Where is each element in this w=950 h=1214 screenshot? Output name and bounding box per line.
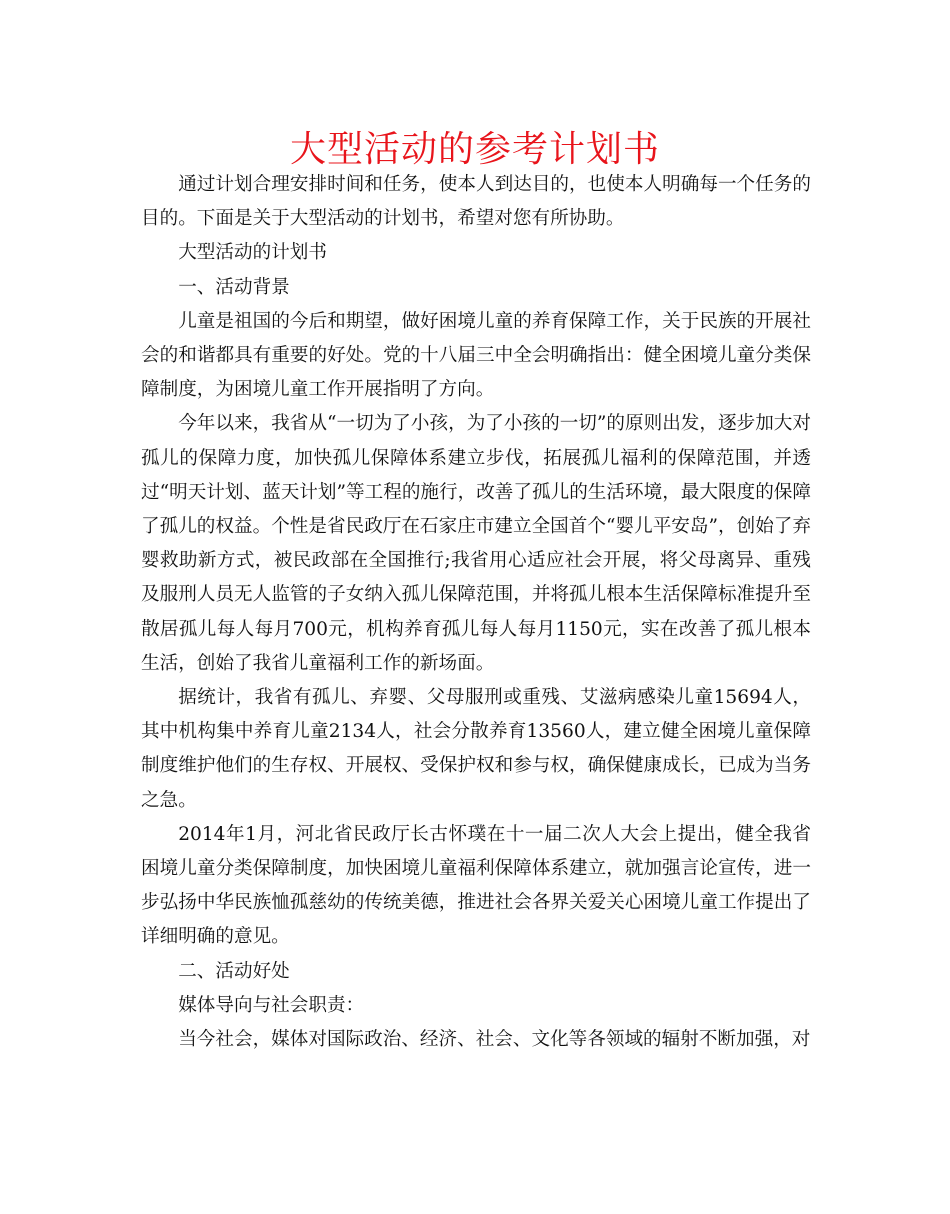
section-heading-benefits: 二、活动好处 xyxy=(178,960,290,982)
paragraph: 据统计，我省有孤儿、弃婴、父母服刑或重残、艾滋病感染儿童15694人，其中机构集中养育儿童2134人，社会分散养育13560人，建立健全困境儿童保障制度维护他们的生存权、开展权、受保护权和参与权，确保健康成长，已成为当务之急。 xyxy=(141,687,811,811)
paragraph: 儿童是祖国的今后和期望，做好困境儿童的养育保障工作，关于民族的开展社会的和谐都具有重要的好处。党的十八届三中全会明确指出：健全困境儿童分类保障制度，为困境儿童工作开展指明了方向。 xyxy=(141,310,811,401)
paragraph: 今年以来，我省从“一切为了小孩，为了小孩的一切”的原则出发，逐步加大对孤儿的保障力度，加快孤儿保障体系建立步伐，拓展孤儿福利的保障范围，并透过“明天计划、蓝天计划”等工程的施行，改善了孤儿的生活环境，最大限度的保障了孤儿的权益。个性是省民政厅在石家庄市建立全国首个“婴儿平安岛”，创始了弃婴救助新方式，被民政部在全国推行;我省用心适应社会开展，将父母离异、重残及服刑人员无人监管的子女纳入孤儿保障范围，并将孤儿根本生活保障标准提升至散居孤儿每人每月700元，机构养育孤儿每人每月1150元，实在改善了孤儿根本生活，创始了我省儿童福利工作的新场面。 xyxy=(141,413,811,674)
paragraph-subtitle: 大型活动的计划书 xyxy=(178,242,327,264)
paragraph-subheading: 媒体导向与社会职责： xyxy=(178,994,365,1016)
paragraph-intro: 通过计划合理安排时间和任务，使本人到达目的，也使本人明确每一个任务的目的。下面是关于大型活动的计划书，希望对您有所协助。 xyxy=(141,174,811,230)
paragraph: 当今社会，媒体对国际政治、经济、社会、文化等各领域的辐射不断加强，对 xyxy=(178,1029,811,1051)
paragraph: 2014年1月，河北省民政厅长古怀璞在十一届二次人大会上提出，健全我省困境儿童分类保障制度，加快困境儿童福利保障体系建立，就加强言论宣传，进一步弘扬中华民族恤孤慈幼的传统美德，推进社会各界关爱关心困境儿童工作提出了详细明确的意见。 xyxy=(141,823,811,948)
document-title: 大型活动的参考计划书 xyxy=(289,129,660,170)
document-body xyxy=(141,168,811,1057)
section-heading-background: 一、活动背景 xyxy=(178,276,290,298)
